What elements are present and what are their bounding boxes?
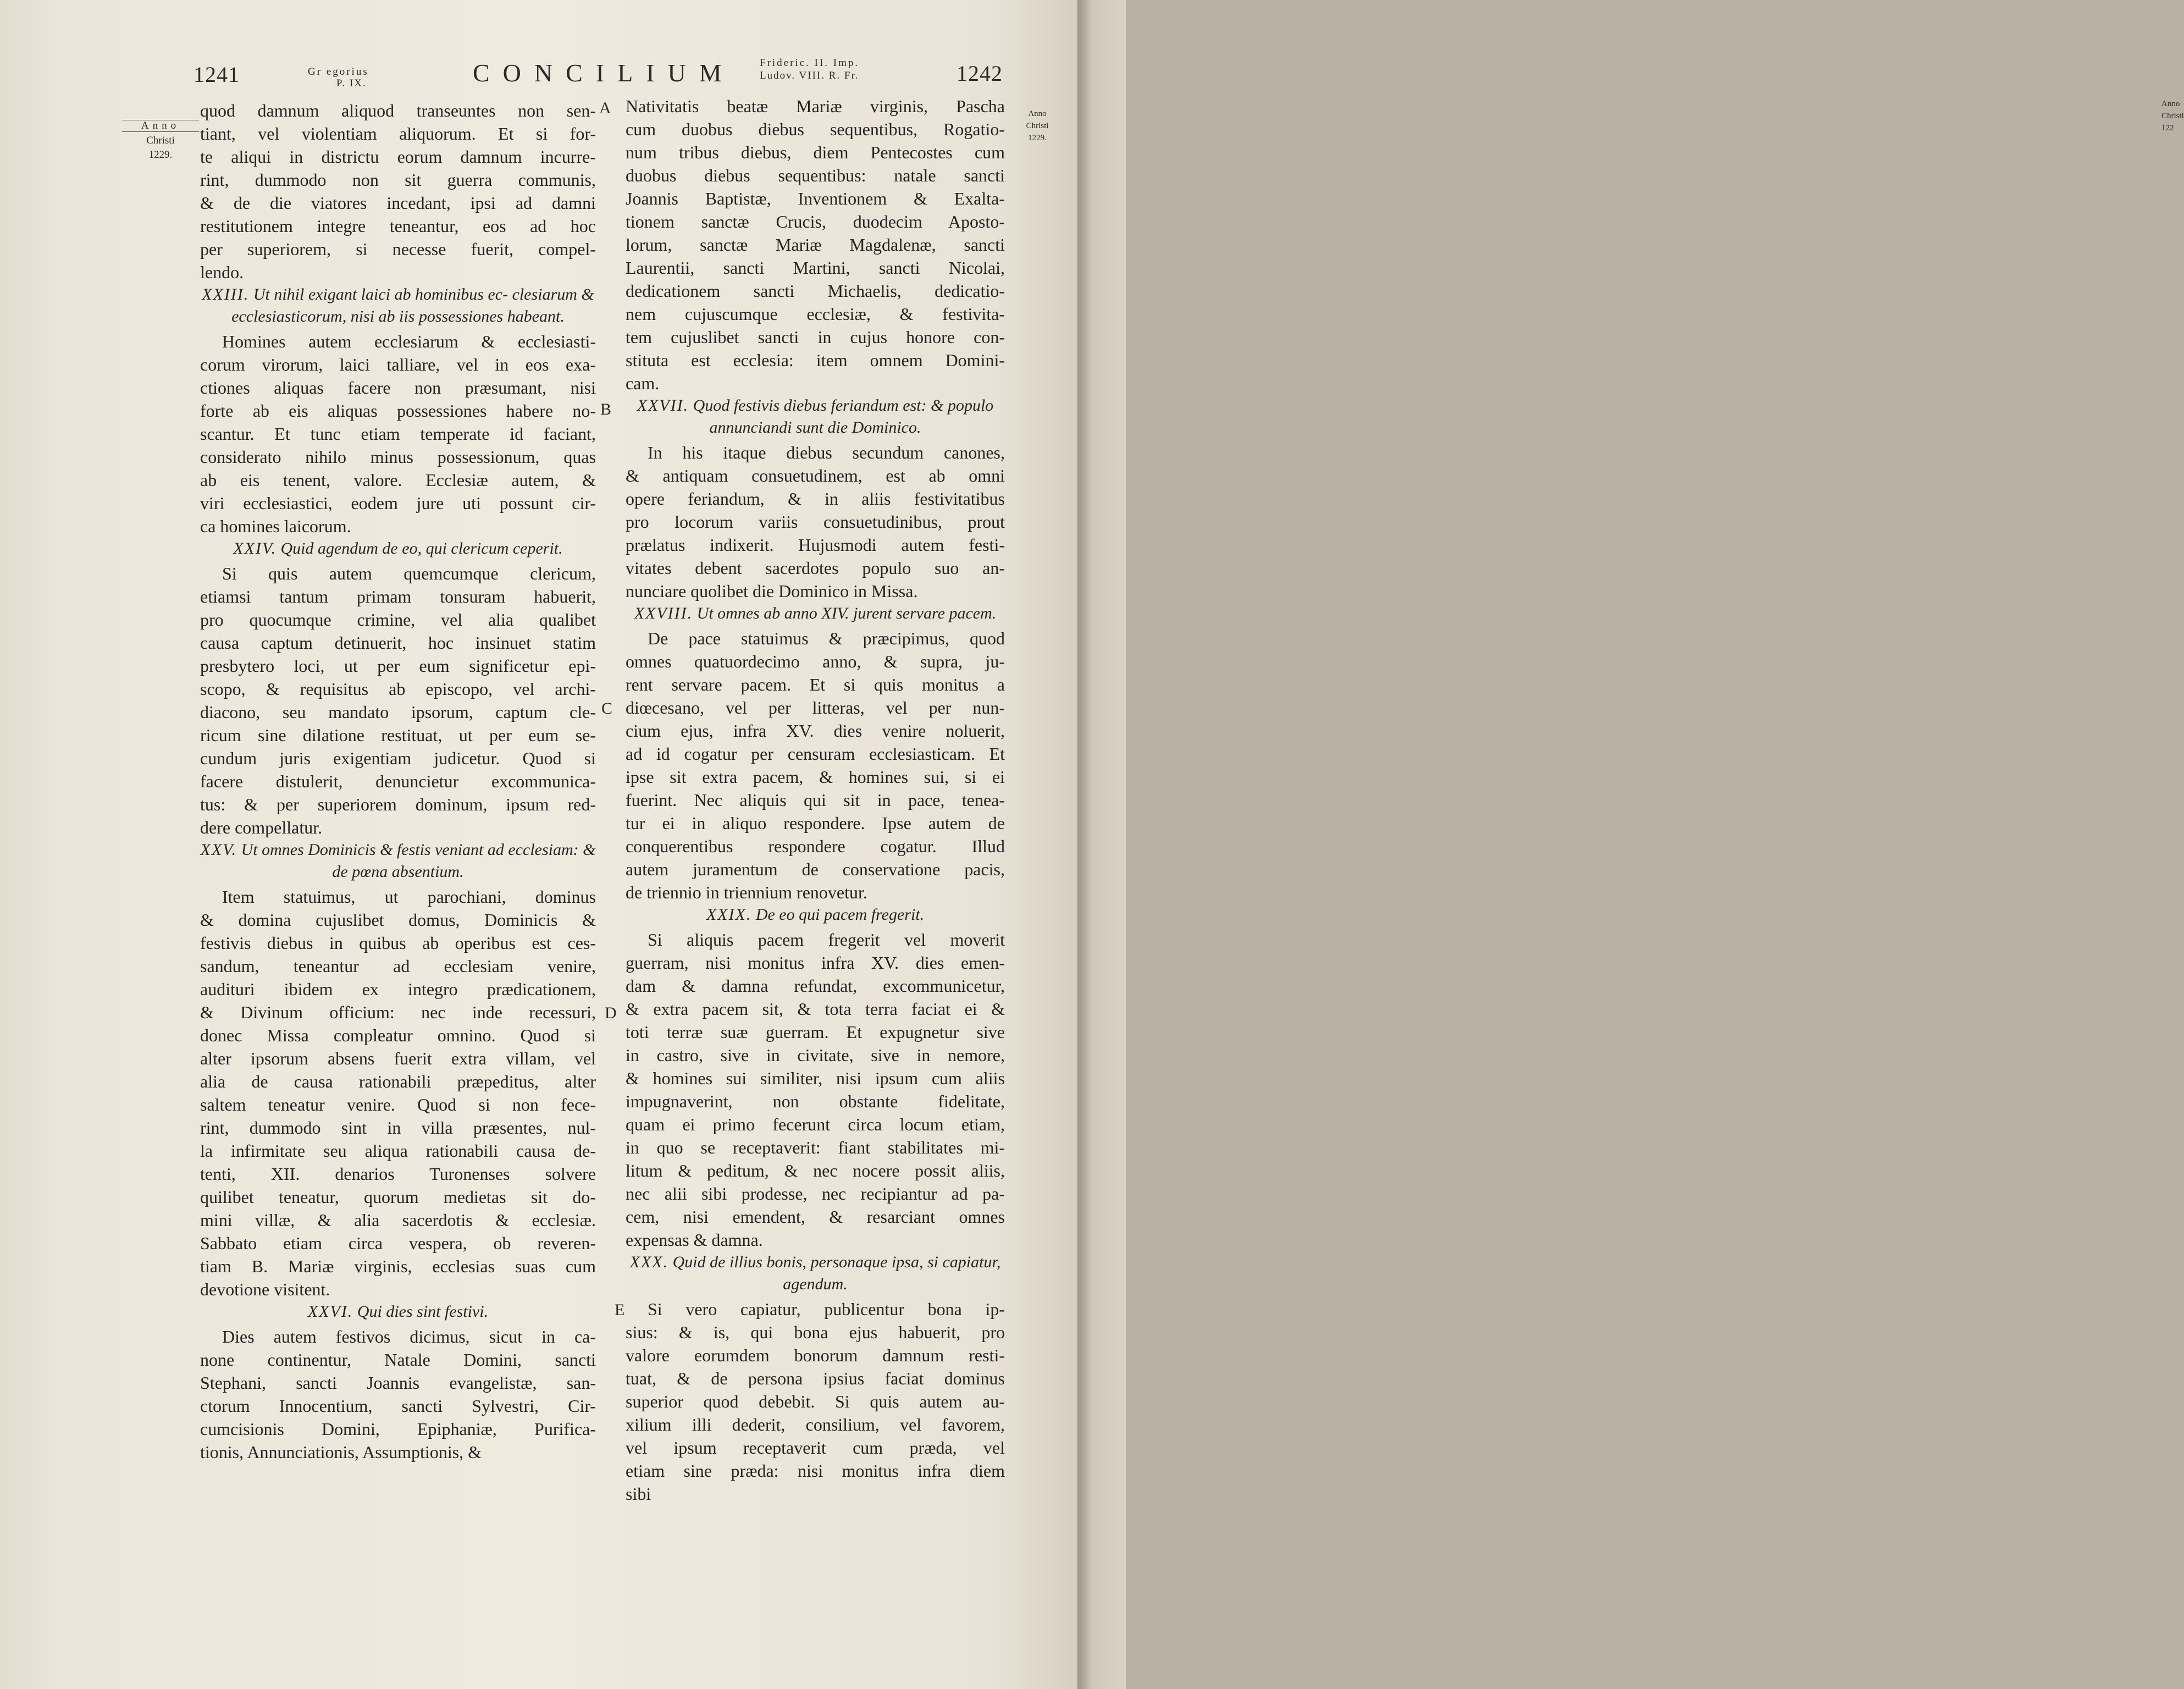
text-line: diœcesano, vel per litteras, vel per nun-: [626, 698, 1005, 717]
text-line: alia de causa rationabili præpeditus, alter: [200, 1072, 596, 1091]
text-paragraph: [200, 1325, 596, 1464]
text-line: & extra pacem sit, & tota terra faciat ei &: [626, 999, 1005, 1019]
text-line: tenti, XII. denarios Turonenses solvere: [200, 1164, 596, 1184]
text-line: Joannis Baptistæ, Inventionem & Exalta-: [626, 189, 1005, 208]
text-line: quilibet teneatur, quorum medietas sit do-: [200, 1187, 596, 1207]
text-line: mini villæ, & alia sacerdotis & ecclesiæ.: [200, 1210, 596, 1230]
text-line: Stephani, sancti Joannis evangelistæ, san-: [200, 1373, 596, 1393]
text-line: de triennio in triennium renovetur.: [626, 882, 867, 902]
sidenote-anno: Anno: [122, 120, 199, 132]
text-line: per superiorem, si necesse fuerit, compel-: [200, 239, 596, 259]
text-line: toti terræ suæ guerram. Et expugnetur sive: [626, 1022, 1005, 1042]
text-paragraph: [626, 441, 1005, 603]
text-line: dere compellatur.: [200, 818, 323, 837]
text-paragraph: [200, 562, 596, 839]
sidenote-year: 1229.: [148, 149, 173, 161]
margin-letter-d: D: [605, 1004, 617, 1022]
text-line: sius: & is, qui bona ejus habuerit, pro: [626, 1322, 1005, 1342]
sidenote-christi: Christi: [146, 135, 175, 146]
text-line: prælatus indixerit. Hujusmodi autem festi-: [626, 535, 1005, 555]
text-line: devotione visitent.: [200, 1279, 330, 1299]
text-line: In his itaque diebus secundum canones,: [648, 443, 1005, 462]
chapter-number: XXV.: [200, 841, 237, 859]
sidenote-year-next-page: [2161, 98, 2184, 134]
page-title: CONCILIUM: [473, 59, 735, 87]
text-line: facere distulerit, denuncietur excommunica-: [200, 771, 596, 791]
text-line: Si vero capiatur, publicentur bona ip-: [648, 1299, 1005, 1319]
text-line: considerato nihilo minus possessionum, quas: [200, 447, 596, 467]
text-line: ctorum Innocentium, sancti Sylvestri, Cir-: [200, 1396, 596, 1416]
text-line: ricum sine dilatione restituat, ut per eum se-: [200, 725, 596, 745]
text-line: festivis diebus in quibus ab operibus est ces-: [200, 933, 596, 953]
text-line: valore eorumdem bonorum damnum resti-: [626, 1345, 1005, 1365]
text-line: cem, nisi emendent, & resarciant omnes: [626, 1207, 1005, 1227]
text-line: sandum, teneantur ad ecclesiam venire,: [200, 956, 596, 976]
text-line: ad id cogatur per censuram ecclesiasticam. Et: [626, 744, 1005, 764]
chapter-title: Quod festivis diebus feriandum est: & populo annunciandi sunt die Dominico.: [693, 396, 994, 437]
chapter-heading: [626, 904, 1005, 926]
text-paragraph: [200, 99, 596, 284]
book-page: [0, 0, 1077, 1689]
text-line: ca homines laicorum.: [200, 516, 351, 536]
text-line: restitutionem integre teneantur, eos ad hoc: [200, 216, 596, 236]
chapter-heading: [200, 839, 596, 883]
page-number-right: 1242: [956, 61, 1003, 86]
text-line: cumcisionis Domini, Epiphaniæ, Purifica-: [200, 1419, 596, 1439]
next-page-edge: [1077, 0, 2184, 1689]
chapter-number: XXVII.: [637, 396, 689, 415]
text-line: in castro, sive in civitate, sive in nemore,: [626, 1045, 1005, 1065]
text-line: Item statuimus, ut parochiani, dominus: [222, 887, 596, 907]
text-line: autem juramentum de conservatione pacis,: [626, 859, 1005, 879]
text-line: rint, dummodo sint in villa præsentes, nul-: [200, 1118, 596, 1138]
chapter-title: De eo qui pacem fregerit.: [755, 906, 925, 924]
sidenote-christi: Christi: [2161, 112, 2184, 120]
text-line: in quo se receptaverit: fiant stabilitates mi-: [626, 1138, 1005, 1157]
text-line: corum virorum, laici talliare, vel in eos exa-: [200, 355, 596, 374]
text-line: scantur. Et tunc etiam temperate id faciant,: [200, 424, 596, 444]
text-line: scopo, & requisitus ab episcopo, vel archi-: [200, 679, 596, 699]
sidenote-anno: Anno: [1028, 109, 1047, 118]
text-line: lendo.: [200, 262, 244, 282]
text-line: & domina cujuslibet domus, Dominicis &: [200, 910, 596, 930]
text-line: Laurentii, sancti Martini, sancti Nicolai,: [626, 258, 1005, 278]
text-line: & antiquam consuetudinem, est ab omni: [626, 466, 1005, 485]
margin-letter-a: A: [599, 99, 611, 117]
text-line: quam ei primo fecerunt circa locum etiam,: [626, 1114, 1005, 1134]
text-column-left: [200, 99, 596, 1464]
text-paragraph: [626, 928, 1005, 1251]
chapter-title: Ut omnes Dominicis & festis veniant ad ecclesiam: & de pœna absentium.: [241, 841, 596, 881]
text-line: diacono, seu mandato ipsorum, captum cle-: [200, 702, 596, 722]
page-number-left: 1241: [193, 62, 240, 87]
chapter-heading: [200, 1301, 596, 1323]
running-head-left-1: Gr egorius: [308, 66, 369, 78]
text-line: none continentur, Natale Domini, sancti: [200, 1350, 596, 1370]
chapter-number: XXVIII.: [634, 604, 693, 622]
text-line: nem cujuscumque ecclesiæ, & festivita-: [626, 304, 1005, 324]
text-line: num tribus diebus, diem Pentecostes cum: [626, 142, 1005, 162]
text-line: & Divinum officium: nec inde recessuri,: [200, 1002, 596, 1022]
chapter-title: Ut nihil exigant laici ab hominibus ec- clesiarum & ecclesiasticorum, nisi ab iis possessiones habeant.: [231, 285, 594, 325]
text-line: pro quocumque crimine, vel alia qualibet: [200, 610, 596, 630]
chapter-heading: [626, 395, 1005, 439]
text-line: nunciare quolibet die Dominico in Missa.: [626, 581, 918, 601]
text-line: vitates debent sacerdotes populo suo an-: [626, 558, 1005, 578]
sidenote-year: 1229.: [1028, 134, 1047, 142]
sidenote-anno: Anno: [2161, 100, 2180, 108]
text-line: Si aliquis pacem fregerit vel moverit: [648, 930, 1005, 950]
text-paragraph: [200, 885, 596, 1301]
text-line: tur ei in aliquo respondere. Ipse autem de: [626, 813, 1005, 833]
text-line: Nativitatis beatæ Mariæ virginis, Pascha: [626, 96, 1005, 116]
text-line: vel ipsum receptaverit cum præda, vel: [626, 1438, 1005, 1458]
text-line: cam.: [626, 373, 660, 393]
text-line: xilium illi dederit, consilium, vel favorem,: [626, 1415, 1005, 1434]
text-line: Si quis autem quemcumque clericum,: [222, 564, 596, 583]
text-line: etiamsi tantum primam tonsuram habuerit,: [200, 587, 596, 606]
text-line: ipse sit extra pacem, & homines sui, si ei: [626, 767, 1005, 787]
text-line: litum & peditum, & nec nocere possit aliis,: [626, 1161, 1005, 1180]
sidenote-christi: Christi: [1026, 122, 1049, 130]
chapter-title: Quid de illius bonis, personaque ipsa, si capiatur, agendum.: [672, 1253, 1001, 1293]
text-line: expensas & damna.: [626, 1230, 763, 1250]
text-line: tuat, & de persona ipsius faciat dominus: [626, 1368, 1005, 1388]
text-line: dam & damna refundat, excommunicetur,: [626, 976, 1005, 996]
text-line: donec Missa compleatur omnino. Quod si: [200, 1025, 596, 1045]
text-line: te aliqui in districtu eorum damnum incurre-: [200, 147, 596, 167]
text-line: impugnaverint, non obstante fidelitate,: [626, 1091, 1005, 1111]
text-line: ctiones aliquas facere non præsumant, nisi: [200, 378, 596, 398]
margin-letter-c: C: [601, 699, 613, 717]
text-line: cum duobus diebus sequentibus, Rogatio-: [626, 119, 1005, 139]
chapter-number: XXIV.: [233, 539, 277, 558]
text-line: tus: & per superiorem dominum, ipsum red-: [200, 794, 596, 814]
text-line: tem cujuslibet sancti in cujus honore con-: [626, 327, 1005, 347]
chapter-number: XXVI.: [307, 1302, 353, 1321]
text-line: duobus diebus sequentibus: natale sancti: [626, 165, 1005, 185]
text-line: la infirmitate seu aliqua rationabili causa de-: [200, 1141, 596, 1161]
text-column-right: [626, 95, 1005, 1505]
chapter-heading: [626, 1251, 1005, 1295]
running-head-right-2: Ludov. VIII. R. Fr.: [760, 70, 859, 81]
text-line: De pace statuimus & præcipimus, quod: [648, 628, 1005, 648]
text-line: tionis, Annunciationis, Assumptionis, &: [200, 1442, 482, 1462]
margin-letter-e: E: [615, 1301, 625, 1319]
chapter-title: Qui dies sint festivi.: [357, 1302, 489, 1321]
chapter-heading: [200, 284, 596, 328]
chapter-heading: [200, 538, 596, 560]
text-line: superior quod debebit. Si quis autem au-: [626, 1392, 1005, 1411]
chapter-number: XXIII.: [202, 285, 250, 303]
text-line: lorum, sanctæ Mariæ Magdalenæ, sancti: [626, 235, 1005, 255]
text-line: nec alii sibi prodesse, nec recipiantur ad pa-: [626, 1184, 1005, 1204]
chapter-number: XXX.: [629, 1253, 669, 1271]
text-line: opere feriandum, & in aliis festivitatibus: [626, 489, 1005, 509]
text-paragraph: [626, 1298, 1005, 1505]
text-line: alter ipsorum absens fuerit extra villam, vel: [200, 1048, 596, 1068]
text-line: pro locorum variis consuetudinibus, prout: [626, 512, 1005, 532]
text-line: Sabbato etiam circa vespera, ob reveren-: [200, 1233, 596, 1253]
text-line: tionem sanctæ Crucis, duodecim Aposto-: [626, 212, 1005, 231]
running-head-right-1: Frideric. II. Imp.: [760, 57, 860, 69]
text-line: ab eis tenent, valore. Ecclesiæ autem, &: [200, 470, 596, 490]
text-line: forte ab eis aliquas possessiones habere no-: [200, 401, 596, 421]
text-line: tiam B. Mariæ virginis, ecclesias suas cum: [200, 1256, 596, 1276]
chapter-title: Quid agendum de eo, qui clericum ceperit.: [280, 539, 563, 558]
text-paragraph: [626, 627, 1005, 904]
text-line: Dies autem festivos dicimus, sicut in ca-: [222, 1327, 596, 1346]
text-line: & homines sui similiter, nisi ipsum cum aliis: [626, 1068, 1005, 1088]
text-line: viri ecclesiastici, eodem jure uti possunt cir-: [200, 493, 596, 513]
text-paragraph: [626, 95, 1005, 395]
sidenote-year-left: [122, 120, 199, 162]
sidenote-year-right: [1013, 108, 1062, 144]
text-line: presbytero loci, ut per eum significetur epi-: [200, 656, 596, 676]
text-line: stituta est ecclesia: item omnem Domini-: [626, 350, 1005, 370]
text-line: cundum juris exigentiam judicetur. Quod si: [200, 748, 596, 768]
text-paragraph: [200, 330, 596, 538]
text-line: guerram, nisi monitus infra XV. dies emen-: [626, 953, 1005, 973]
text-line: causa captum detinuerit, hoc insinuet statim: [200, 633, 596, 653]
sidenote-year: 122: [2161, 124, 2174, 133]
running-head-left-2: P. IX.: [336, 78, 367, 89]
text-line: cium ejus, infra XV. dies venire noluerit,: [626, 721, 1005, 741]
text-line: quod damnum aliquod transeuntes non sen-: [200, 101, 596, 120]
text-line: & de die viatores incedant, ipsi ad damni: [200, 193, 596, 213]
chapter-heading: [626, 603, 1005, 625]
text-line: audituri ibidem ex integro prædicationem,: [200, 979, 596, 999]
text-line: rint, dummodo non sit guerra communis,: [200, 170, 596, 190]
text-line: saltem teneatur venire. Quod si non fece-: [200, 1095, 596, 1114]
text-line: sibi: [626, 1484, 651, 1504]
text-line: conquerentibus respondere cogatur. Illud: [626, 836, 1005, 856]
margin-letter-b: B: [600, 400, 612, 418]
text-line: rent servare pacem. Et si quis monitus a: [626, 675, 1005, 694]
text-line: fuerint. Nec aliquis qui sit in pace, tenea-: [626, 790, 1005, 810]
text-line: etiam sine præda: nisi monitus infra diem: [626, 1461, 1005, 1481]
chapter-title: Ut omnes ab anno XIV. jurent servare pacem.: [696, 604, 997, 622]
text-line: Homines autem ecclesiarum & ecclesiasti-: [222, 332, 596, 351]
text-line: omnes quatuordecimo anno, & supra, ju-: [626, 652, 1005, 671]
text-line: dedicationem sancti Michaelis, dedicatio-: [626, 281, 1005, 301]
text-line: tiant, vel violentiam aliquorum. Et si for-: [200, 124, 596, 143]
chapter-number: XXIX.: [706, 906, 752, 924]
